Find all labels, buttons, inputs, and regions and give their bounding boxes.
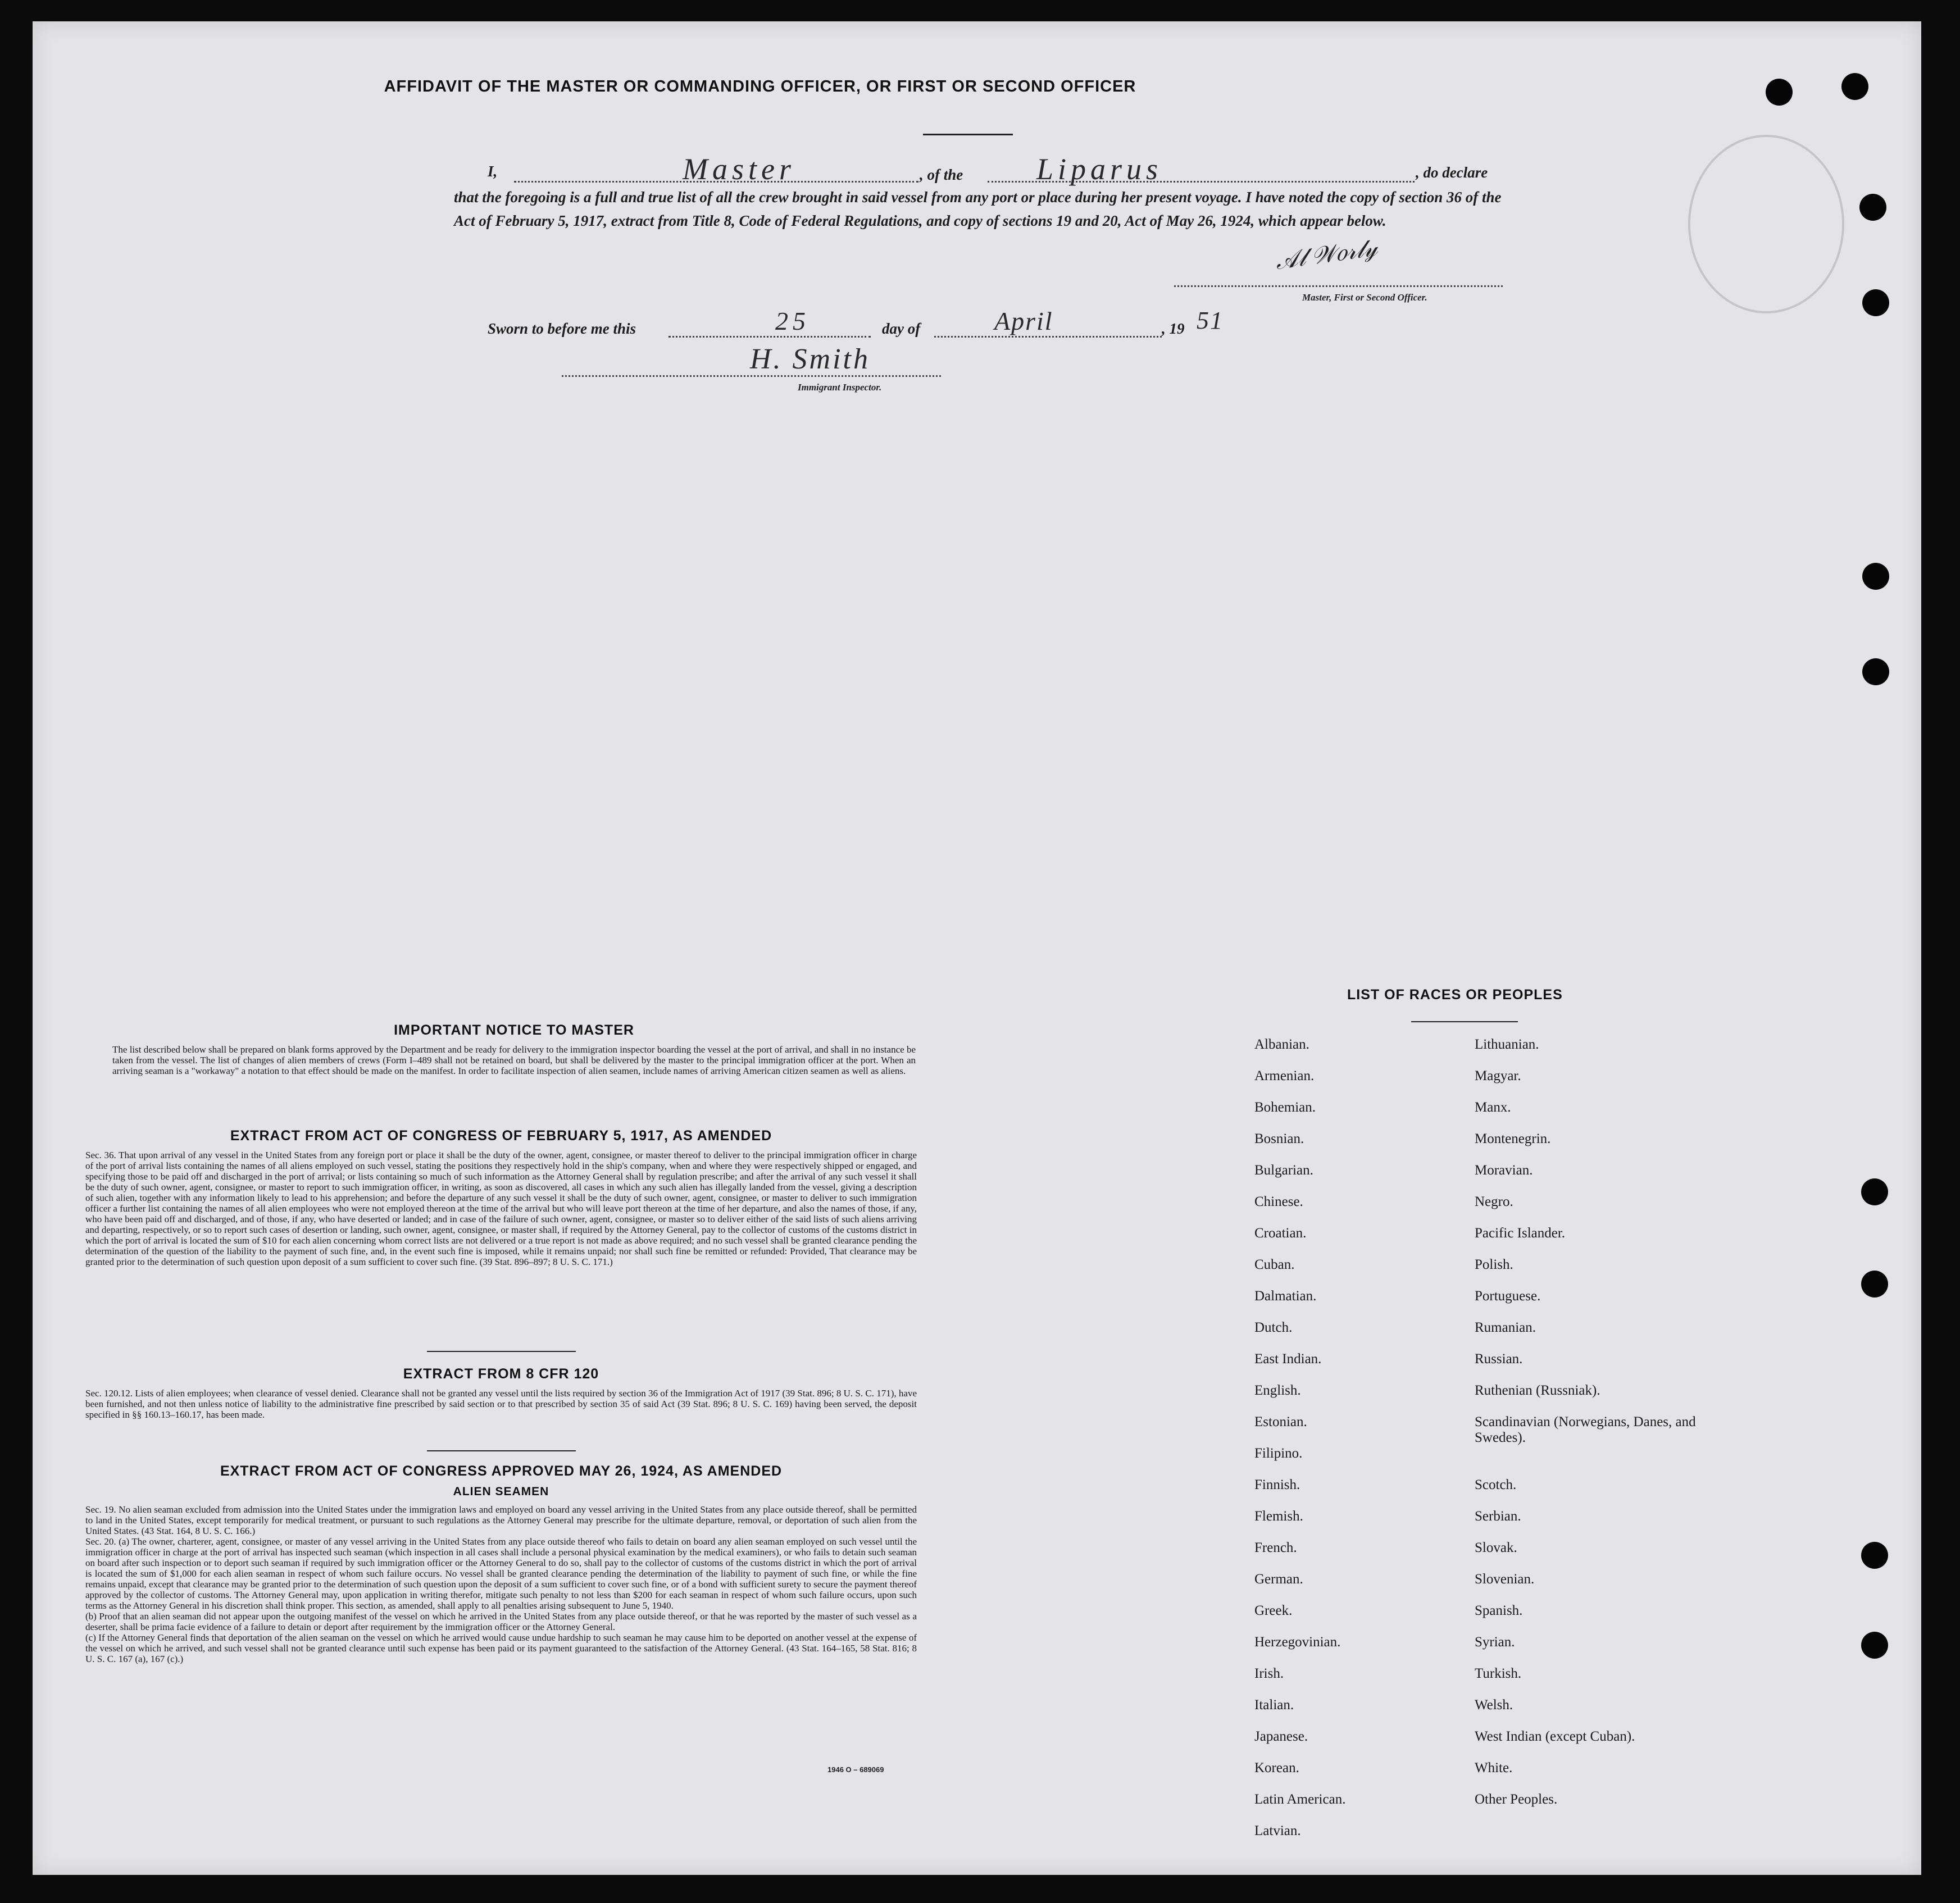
notice-section (112, 1022, 916, 1076)
race-item: Spanish. (1475, 1603, 1523, 1618)
race-item: Welsh. (1475, 1697, 1513, 1713)
races-right-column (1475, 1037, 1711, 1823)
race-item: Cuban. (1254, 1257, 1295, 1272)
race-item: Croatian. (1254, 1226, 1307, 1241)
race-item: Scotch. (1475, 1477, 1517, 1492)
sec-20c-text: (c) If the Attorney General finds that deportation of the alien seaman on the vessel on which he arrived would cause undue hardship to such seaman he may cause him to be deported on another vessel at the expense of the vessel on which he arrived, and such vessel shall not be granted clearance until such expense has been paid or its payment guaranteed to the satisfaction of the Attorney General. (43 Stat. 164–165, 58 Stat. 816; 8 U. S. C. 167 (a), 167 (c).) (85, 1632, 917, 1664)
race-item: French. (1254, 1540, 1297, 1555)
inspector-label: Immigrant Inspector. (798, 382, 882, 393)
extract-1924-subtitle: ALIEN SEAMEN (453, 1485, 549, 1498)
declaration-text: that the foregoing is a full and true list of all the crew brought in said vessel from any port or place during her present voyage. I have noted the copy of section 36 of the Act of February 5, 1917, extract from Title 8, Code of Federal Regulations, and copy of sections 19 and 20, Act of May 26, 1924, which appear below. (454, 189, 1502, 229)
race-item: Bulgarian. (1254, 1163, 1313, 1178)
race-item (1475, 1446, 1711, 1477)
i-label: I, (488, 163, 498, 180)
punch-hole (1862, 289, 1889, 316)
race-item: Armenian. (1254, 1068, 1315, 1083)
race-item: Italian. (1254, 1697, 1294, 1713)
race-item: Filipino. (1254, 1446, 1303, 1461)
punch-hole (1862, 658, 1889, 685)
punch-hole (1861, 1542, 1888, 1569)
race-item: Japanese. (1254, 1729, 1308, 1744)
officer-value: Master (683, 152, 795, 186)
race-item: Latvian. (1254, 1823, 1301, 1838)
race-item: Dalmatian. (1254, 1289, 1317, 1304)
year-prefix: , 19 (1162, 320, 1185, 337)
race-item: Montenegrin. (1475, 1131, 1551, 1146)
race-item: Greek. (1254, 1603, 1293, 1618)
day-value: 25 (775, 307, 810, 335)
race-item: Lithuanian. (1475, 1037, 1539, 1052)
race-item: Moravian. (1475, 1163, 1533, 1178)
of-the-label: , of the (920, 166, 963, 183)
year-value: 51 (1197, 307, 1224, 334)
punch-hole (1766, 79, 1793, 106)
race-item: Slovak. (1475, 1540, 1517, 1555)
notice-text: The list described below shall be prepared on blank forms approved by the Department and be ready for delivery to the immigration inspector boarding the vessel at the port of arrival, and shall in no instance be taken from the vessel. The list of changes of alien members of crews (Form I–489 shall not be retained on board, but shall be delivered by the master to the principal immigration officer at the port. When an arriving seaman is a "workaway" a notation to that effect should be made on the manifest. In order to facilitate inspection of alien seamen, include names of arriving American citizen seamen as well as aliens. (112, 1044, 916, 1076)
inspector-line (562, 375, 941, 377)
races-rule (1411, 1021, 1518, 1022)
race-item: Portuguese. (1475, 1289, 1541, 1304)
punch-hole (1861, 1271, 1888, 1298)
extract-cfr-title: EXTRACT FROM 8 CFR 120 (403, 1366, 599, 1382)
race-item: West Indian (except Cuban). (1475, 1729, 1635, 1744)
master-signature-line (1174, 285, 1503, 287)
race-item: Manx. (1475, 1100, 1511, 1115)
extract-1924-title: EXTRACT FROM ACT OF CONGRESS APPROVED MAY 26, 1924, AS AMENDED (220, 1463, 783, 1479)
race-item: White. (1475, 1760, 1513, 1775)
race-item: Korean. (1254, 1760, 1299, 1775)
races-title: LIST OF RACES OR PEOPLES (1347, 987, 1563, 1003)
race-item: Magyar. (1475, 1068, 1521, 1083)
notice-title: IMPORTANT NOTICE TO MASTER (394, 1022, 634, 1038)
race-item: Latin American. (1254, 1792, 1346, 1807)
extract-1917-text: Sec. 36. That upon arrival of any vessel in the United States from any foreign port or place it shall be the duty of the owner, agent, consignee, or master thereof to deliver to the principal immigration officer in charge of the port of arrival lists containing the names of all aliens employed on such vessel, stating the positions they respectively hold in the ship's company, when and where they were respectively shipped or engaged, and specifying those to be paid off and discharged in the port of arrival; or lists containing so much of such information as the Attorney General shall by regulation prescribe; and after the arrival of any such vessel it shall be the duty of such owner, agent, consignee, or master to report to such immigration officer, in writing, as soon as discovered, all cases in which any such alien has illegally landed from the vessel, giving a description of such alien, together with any information likely to lead to his apprehension; and before the departure of any such vessel it shall be the duty of such owner, agent, consignee, or master to deliver to such immigration officer a further list containing the names of all alien employees who were not employed thereon at the time of the arrival but who will leave port thereon at the time of her departure, and also the names of those, if any, who have been paid off and discharged, and of those, if any, who have deserted or landed; and in case of the failure of such owner, agent, consignee, or master so to deliver either of the said lists of such aliens arriving and departing, respectively, or so to report such cases of desertion or landing, such owner, agent, consignee, or master shall, if required by the Attorney General, pay to the collector of customs of the customs district in which the port of arrival is located the sum of $10 for each alien concerning whom correct lists are not delivered or a true report is not made as above required; and no such vessel shall be granted clearance pending the determination of the question of the liability to the payment of such fine, and, in the event such fine is imposed, while it remains unpaid; nor shall such fine be remitted or refunded: Provided, That clearance may be granted prior to the determination of such question upon deposit of a sum sufficient to cover such fine. (39 Stat. 896–897; 8 U. S. C. 171.) (85, 1150, 917, 1267)
race-item: German. (1254, 1572, 1303, 1587)
do-declare-label: , do declare (1416, 164, 1488, 181)
race-item: Bohemian. (1254, 1100, 1316, 1115)
inspector-signature: H. Smith (750, 343, 870, 375)
race-item: Flemish. (1254, 1509, 1303, 1524)
day-line (669, 336, 871, 338)
month-line (934, 336, 1162, 338)
extract-cfr-section (85, 1366, 917, 1420)
race-item: Irish. (1254, 1666, 1284, 1681)
sec-19-text: Sec. 19. No alien seaman excluded from admission into the United States under the immigration laws and employed on board any vessel arriving in the United States from any place outside thereof, shall be permitted to land in the United States, except temporarily for medical treatment, or pursuant to such regulations as the Attorney General may prescribe for the ultimate departure, removal, or deportation of such alien from the United States. (43 Stat. 164, 8 U. S. C. 166.) (85, 1504, 917, 1536)
race-item: Slovenian. (1475, 1572, 1535, 1587)
punch-hole (1862, 563, 1889, 590)
extract-1924-section (85, 1463, 917, 1664)
race-item: English. (1254, 1383, 1301, 1398)
race-item: Chinese. (1254, 1194, 1303, 1209)
race-item: Dutch. (1254, 1320, 1293, 1335)
faint-stamp (1688, 135, 1844, 313)
punch-hole (1859, 194, 1886, 221)
affidavit-title: AFFIDAVIT OF THE MASTER OR COMMANDING OFFICER, OR FIRST OR SECOND OFFICER (384, 78, 1136, 95)
race-item: Serbian. (1475, 1509, 1521, 1524)
extract-1917-title: EXTRACT FROM ACT OF CONGRESS OF FEBRUARY 5, 1917, AS AMENDED (230, 1128, 772, 1144)
punch-hole (1861, 1178, 1888, 1205)
race-item: Rumanian. (1475, 1320, 1536, 1335)
race-item: Negro. (1475, 1194, 1513, 1209)
race-item: Turkish. (1475, 1666, 1522, 1681)
races-left-column (1254, 1037, 1345, 1855)
race-item: Polish. (1475, 1257, 1513, 1272)
sec-20b-text: (b) Proof that an alien seaman did not appear upon the outgoing manifest of the vessel on which he arrived in the United States from any place outside thereof, or that he was reported by the master of such vessel as a deserter, shall be prima facie evidence of a failure to detain or deport after requirement by the immigration officer or the Attorney General. (85, 1611, 917, 1632)
punch-hole (1861, 1632, 1888, 1659)
month-value: April (994, 307, 1053, 335)
race-item: Scandinavian (Norwegians, Danes, and Swedes). (1475, 1414, 1696, 1445)
race-item: Albanian. (1254, 1037, 1309, 1052)
extract-1917-section (85, 1128, 917, 1267)
punch-hole (1841, 73, 1868, 100)
print-code: 1946 O – 689069 (827, 1765, 884, 1774)
vessel-value: Liparus (1036, 152, 1163, 186)
day-of-label: day of (882, 320, 921, 337)
race-item: Ruthenian (Russniak). (1475, 1383, 1600, 1398)
master-signature: 𝒜𝓁 𝒲𝑜𝓇𝓁𝓎 (1274, 235, 1379, 275)
divider-rule (427, 1351, 576, 1352)
title-rule (923, 134, 1013, 135)
race-item: Bosnian. (1254, 1131, 1304, 1146)
race-item: Estonian. (1254, 1414, 1307, 1429)
race-item: Herzegovinian. (1254, 1635, 1341, 1650)
master-signature-label: Master, First or Second Officer. (1302, 292, 1427, 303)
sworn-label: Sworn to before me this (488, 320, 636, 337)
race-item: Other Peoples. (1475, 1792, 1558, 1807)
race-item: Russian. (1475, 1351, 1523, 1367)
race-item: Finnish. (1254, 1477, 1300, 1492)
divider-rule (427, 1450, 576, 1451)
sec-20a-text: Sec. 20. (a) The owner, charterer, agent, consignee, or master of any vessel arriving in the United States from any place outside thereof who fails to detain on board any alien seaman employed on such vessel until the immigration officer in charge at the port of arrival has inspected such seaman (which inspection in all cases shall include a personal physical examination by the medical examiners), or who fails to detain such seaman on board after such inspection or to deport such seaman if required by such immigration officer or the Attorney General to do so, shall pay to the collector of customs of the customs district in which the port of arrival is located the sum of $1,000 for each alien seaman in respect of whom such failure occurs. No vessel shall be granted clearance pending the determination of the liability to payment of such fine, or while the fine remains unpaid, except that clearance may be granted prior to the determination of such question upon the deposit of a sum sufficient to cover such fine, or of a bond with sufficient surety to secure the payment thereof approved by the collector of customs. The Attorney General may, upon application in writing therefor, mitigate such penalty to not less than $200 for each seaman in respect of whom such failure occurs, upon such terms as the Attorney General in his discretion shall think proper. This section, as amended, shall apply to all penalties arising subsequent to June 5, 1940. (85, 1536, 917, 1611)
race-item: East Indian. (1254, 1351, 1322, 1367)
race-item: Pacific Islander. (1475, 1226, 1566, 1241)
extract-cfr-text: Sec. 120.12. Lists of alien employees; when clearance of vessel denied. Clearance shall not be granted any vessel until the lists required by section 36 of the Immigration Act of 1917 (39 Stat. 896; 8 U. S. C. 171), have been furnished, and not then unless notice of liability to the administrative fine prescribed by said section or to that prescribed by section 35 of said Act (39 Stat. 896; 8 U. S. C. 169) having been served, the deposit specified in §§ 160.13–160.17, has been made. (85, 1388, 917, 1420)
race-item: Syrian. (1475, 1635, 1515, 1650)
